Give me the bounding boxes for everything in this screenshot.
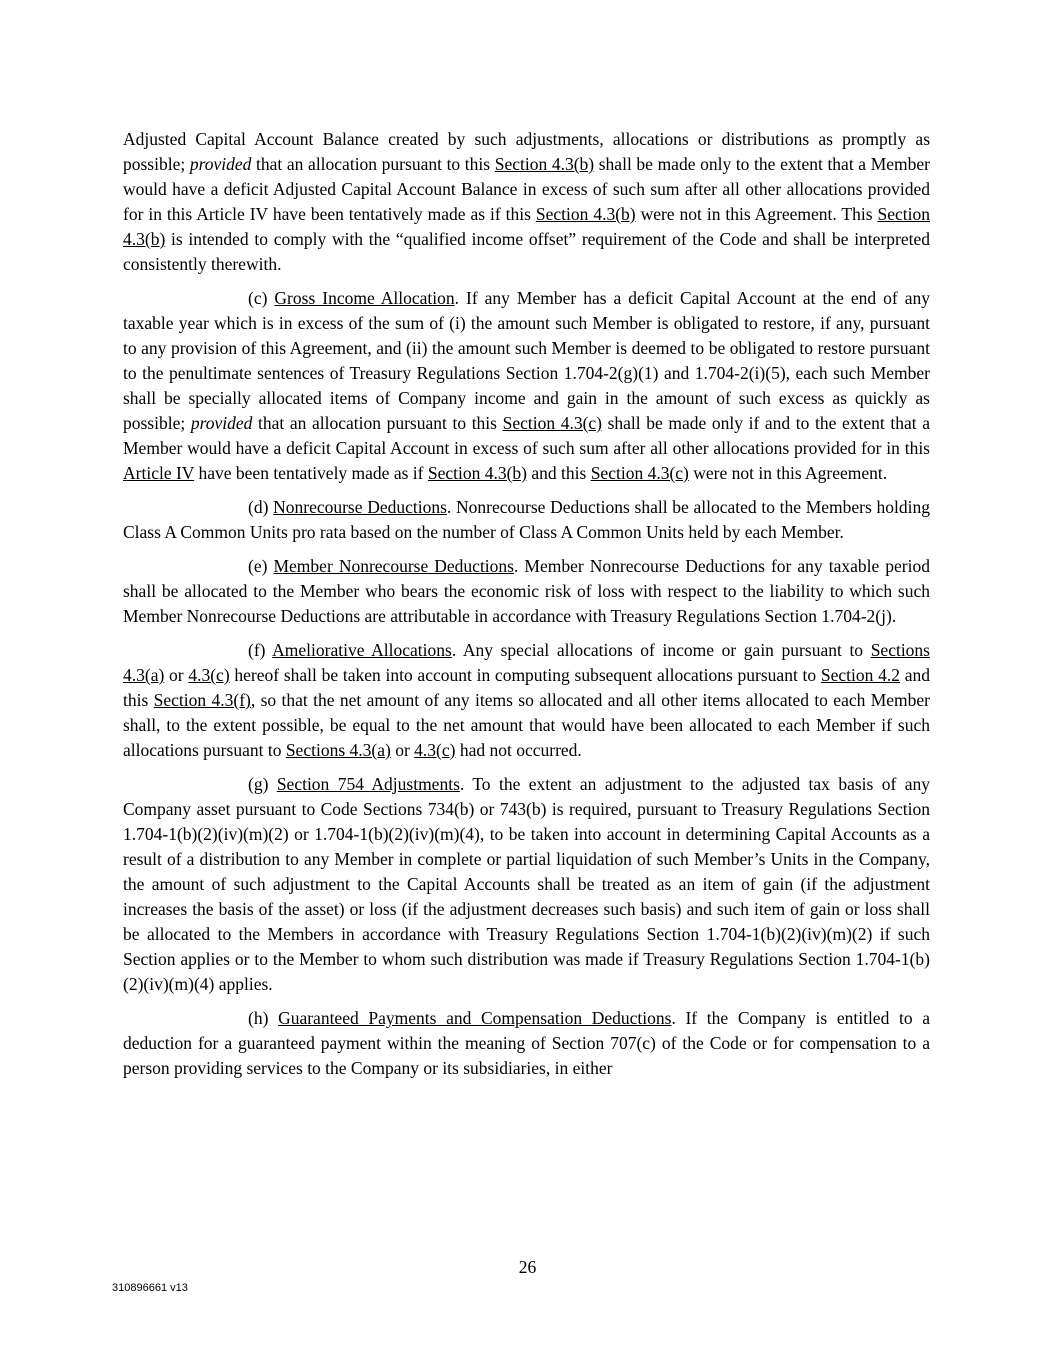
text-run: and this — [123, 665, 930, 710]
paragraph-d-nonrecourse-deductions — [123, 495, 930, 545]
text-run: . To the extent an adjustment to the adjusted tax basis of any Company asset pursuant to Code Sections 734(b) or 743(b) is required, pursuant to Treasury Regulations Section 1.704-1(b)(2)(iv)(m)(2) or 1.704-1(b)(2)(iv)(m)(4), to be taken into account in determining Capital Accounts as a result of a distribution to any Member in complete or partial liquidation of such Member’s Units in the Company, the amount of such adjustment to the Capital Accounts shall be treated as an item of gain (if the adjustment increases the basis of the asset) or loss (if the adjustment decreases such basis) and such item of gain or loss shall be allocated to the Members in accordance with Treasury Regulations Section 1.704-1(b)(2)(iv)(m)(2) if such Section applies or to the Member to whom such distribution was made if Treasury Regulations Section 1.704-1(b)(2)(iv)(m)(4) applies. — [123, 774, 930, 994]
text-run: is intended to comply with the “qualified income offset” requirement of the Code and shall be interpreted consistently therewith. — [123, 229, 930, 274]
underlined-reference: Section 4.3(b) — [427, 463, 528, 483]
underlined-reference: Section 4.3(b) — [123, 204, 930, 249]
paragraph-e-member-nonrecourse-deductions — [123, 554, 930, 629]
text-run: . If any Member has a deficit Capital Account at the end of any taxable year which is in excess of the sum of (i) the amount such Member is obligated to restore, if any, pursuant to any provision of this Agreement, and (ii) the amount such Member is deemed to be obligated to restore pursuant to the penultimate sentences of Treasury Regulations Section 1.704-2(g)(1) and 1.704-2(i)(5), each such Member shall be specially allocated items of Company income and gain in the amount of such excess as quickly as possible; — [123, 288, 930, 433]
paragraph-continuation — [123, 127, 930, 277]
underlined-reference: Article IV — [123, 463, 195, 483]
text-run: (e) — [248, 556, 274, 576]
italic-text-run: provided — [189, 154, 252, 174]
underlined-reference: Sections 4.3(a) — [123, 640, 930, 685]
underlined-reference: Section 4.3(f) — [153, 690, 251, 710]
text-run: (h) — [248, 1008, 279, 1028]
underlined-reference: Section 4.3(b) — [494, 154, 595, 174]
text-run: (f) — [248, 640, 273, 660]
underlined-reference: Member Nonrecourse Deductions — [273, 556, 514, 576]
text-run: that an allocation pursuant to this — [252, 413, 503, 433]
paragraph-g-section-754-adjustments — [123, 772, 930, 997]
text-run: and this — [527, 463, 591, 483]
underlined-reference: Nonrecourse Deductions — [273, 497, 447, 517]
text-run: or — [164, 665, 189, 685]
underlined-reference: Ameliorative Allocations — [272, 640, 452, 660]
text-run: that an allocation pursuant to this — [251, 154, 495, 174]
text-run: Adjusted Capital Account Balance created by such adjustments, allocations or distributions as promptly as possible; — [123, 129, 930, 174]
underlined-reference: Section 4.3(c) — [502, 413, 602, 433]
underlined-reference: 4.3(c) — [414, 740, 456, 760]
underlined-reference: Section 4.3(b) — [535, 204, 636, 224]
text-run: (g) — [248, 774, 277, 794]
text-run: shall be made only if and to the extent that a Member would have a deficit Capital Account in excess of such sum after all other allocations provided for in this — [123, 413, 930, 458]
text-run: , so that the net amount of any items so allocated and all other items allocated to each Member shall, to the extent possible, be equal to the net amount that would have been allocated to each Member if such allocations pursuant to — [123, 690, 930, 760]
paragraph-f-ameliorative-allocations — [123, 638, 930, 763]
text-run: were not in this Agreement. — [688, 463, 888, 483]
text-run: shall be made only to the extent that a Member would have a deficit Adjusted Capital Account Balance in excess of such sum after all other allocations provided for in this Article IV have been tentatively made as if this — [123, 154, 930, 224]
paragraph-c-gross-income-allocation — [123, 286, 930, 486]
text-run: or — [390, 740, 415, 760]
text-run: have been tentatively made as if — [194, 463, 428, 483]
underlined-reference: Guaranteed Payments and Compensation Deductions — [278, 1008, 672, 1028]
text-run: (c) — [248, 288, 275, 308]
paragraph-h-guaranteed-payments — [123, 1006, 930, 1081]
text-run: (d) — [248, 497, 274, 517]
underlined-reference: Section 4.3(c) — [590, 463, 689, 483]
text-run: . If the Company is entitled to a deduction for a guaranteed payment within the meaning of Section 707(c) of the Code or for compensation to a person providing services to the Company or its subsidiaries, in either — [123, 1008, 931, 1078]
italic-text-run: provided — [190, 413, 253, 433]
underlined-reference: Section 4.2 — [820, 665, 900, 685]
text-run: hereof shall be taken into account in computing subsequent allocations pursuant to — [229, 665, 821, 685]
text-run: . Any special allocations of income or gain pursuant to — [451, 640, 871, 660]
text-run: . Nonrecourse Deductions shall be allocated to the Members holding Class A Common Units pro rata based on the number of Class A Common Units held by each Member. — [123, 497, 930, 542]
underlined-reference: Section 754 Adjustments — [276, 774, 460, 794]
text-run: were not in this Agreement. This — [635, 204, 878, 224]
document-id-footer: 310896661 v13 — [112, 1282, 188, 1294]
underlined-reference: 4.3(c) — [188, 665, 230, 685]
text-run: . Member Nonrecourse Deductions for any taxable period shall be allocated to the Member who bears the economic risk of loss with respect to the liability to which such Member Nonrecourse Deductions are attributable in accordance with Treasury Regulations Section 1.704-2(j). — [123, 556, 930, 626]
text-run: had not occurred. — [455, 740, 582, 760]
underlined-reference: Sections 4.3(a) — [285, 740, 391, 760]
underlined-reference: Gross Income Allocation — [274, 288, 455, 308]
page-number: 26 — [518, 1257, 537, 1277]
